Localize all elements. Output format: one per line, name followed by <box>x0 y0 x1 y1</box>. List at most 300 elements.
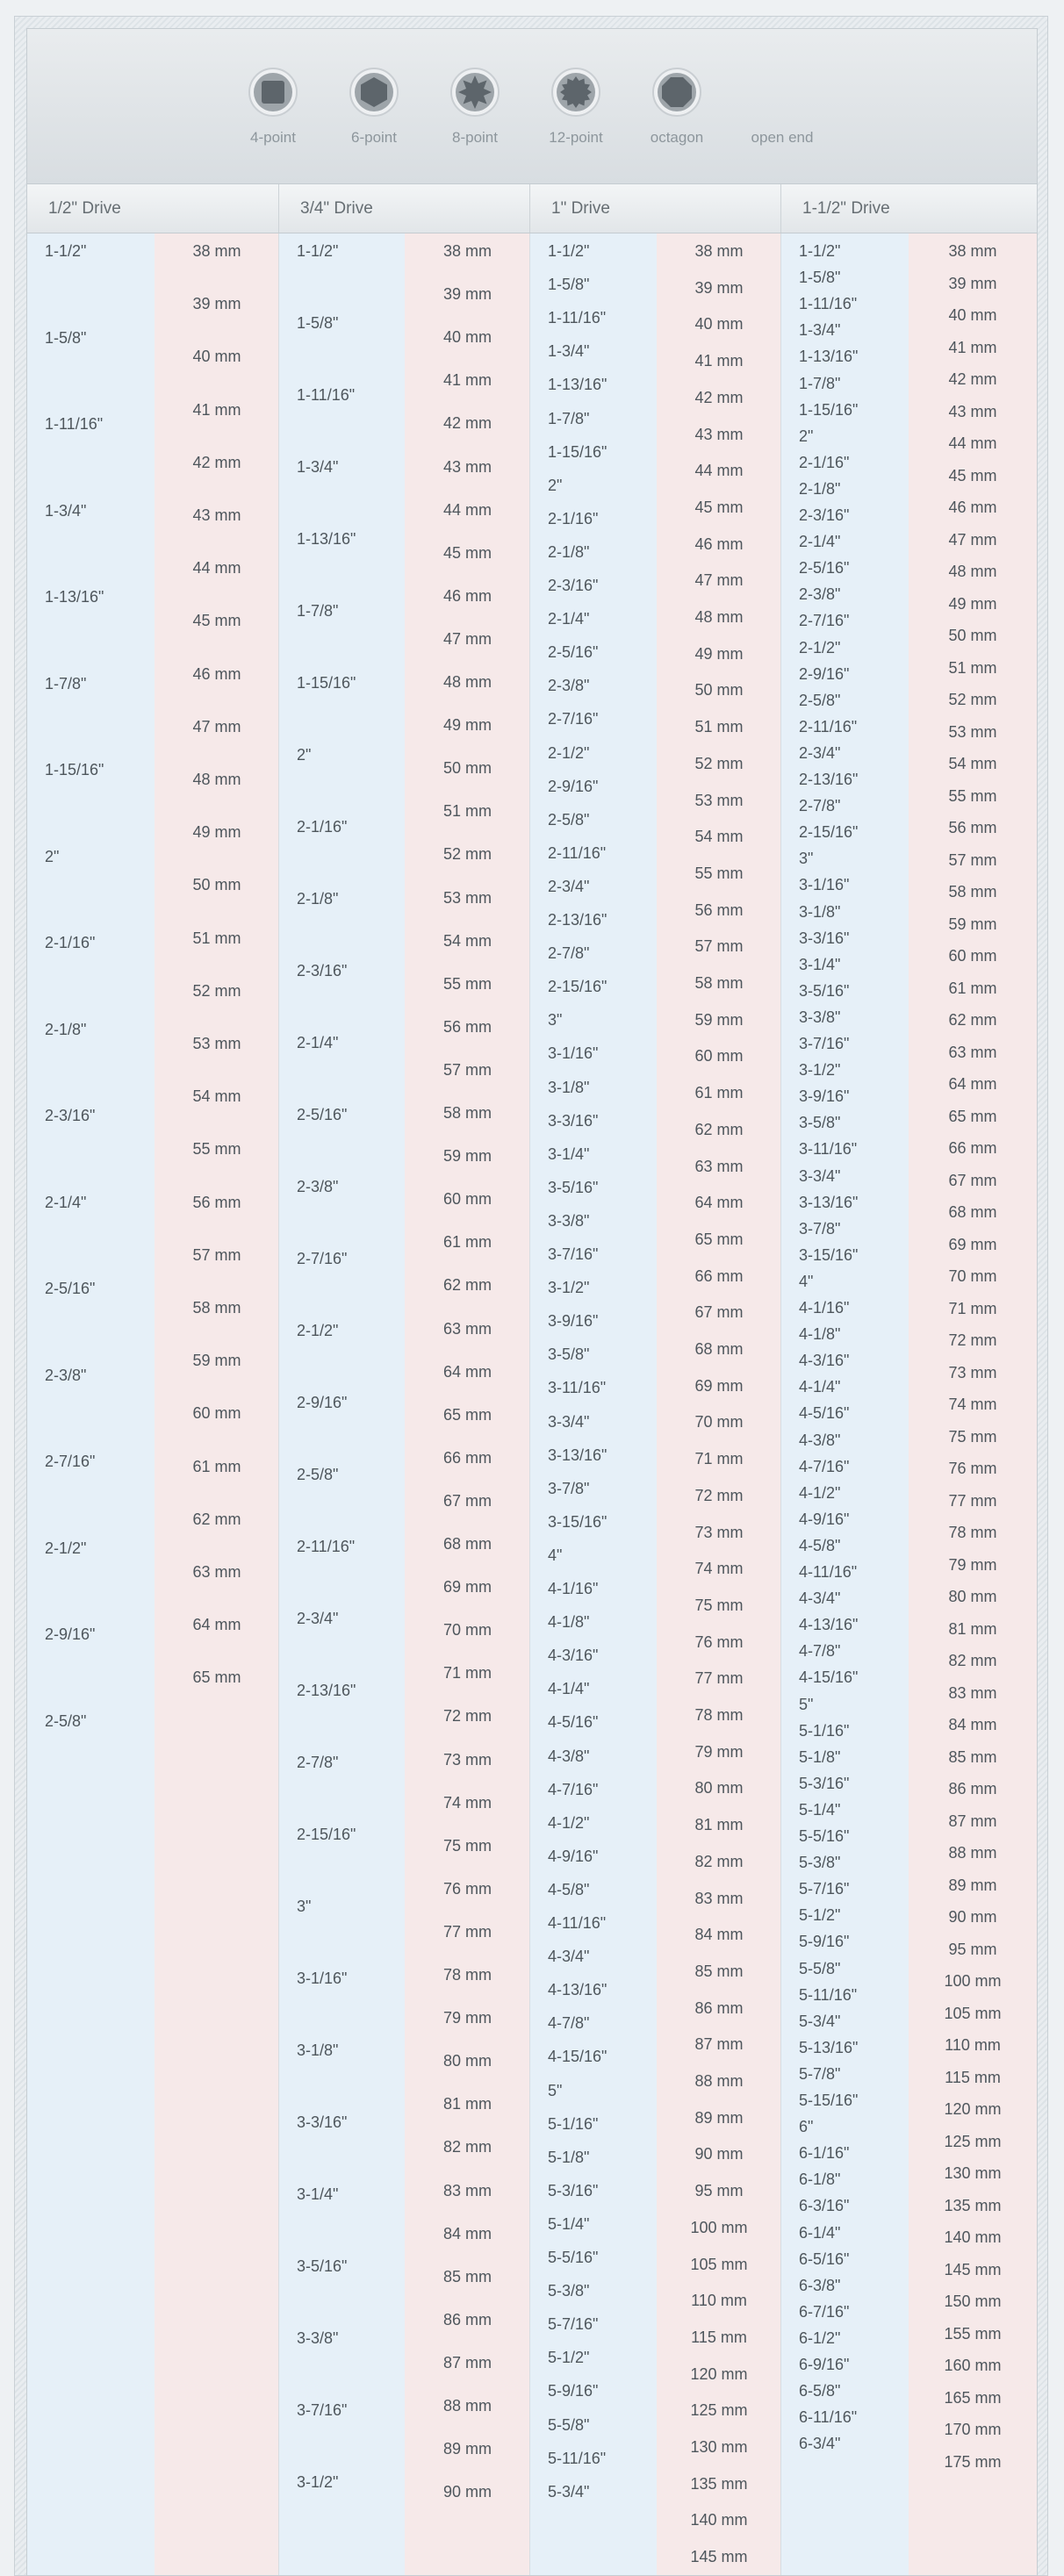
inch-size-cell: 2" <box>548 476 563 494</box>
inch-size-cell: 3-1/8" <box>799 902 841 921</box>
mm-size-cell: 62 mm <box>694 1120 744 1138</box>
mm-size-cell: 87 mm <box>948 1812 997 1830</box>
mm-size-cell: 89 mm <box>442 2440 492 2458</box>
inch-size-cell: 2-3/4" <box>799 743 841 762</box>
mm-size-cell: 63 mm <box>948 1043 997 1061</box>
mm-size-cell: 86 mm <box>948 1780 997 1797</box>
hexagon-socket-icon <box>348 66 400 118</box>
inch-size-cell: 5-3/16" <box>799 1774 850 1792</box>
mm-size-cell: 42 mm <box>948 370 997 388</box>
mm-size-cell: 70 mm <box>694 1413 744 1432</box>
mm-size-cell: 71 mm <box>948 1299 997 1317</box>
mm-size-cell: 56 mm <box>192 1193 241 1211</box>
mm-size-cell: 115 mm <box>691 2328 747 2346</box>
inch-size-cell: 2-1/2" <box>799 638 841 657</box>
mm-size-cell: 51 mm <box>442 802 492 821</box>
mm-size-cell: 73 mm <box>442 1750 492 1769</box>
mm-size-cell: 41 mm <box>192 400 241 419</box>
inch-size-cell: 1-11/16" <box>799 295 858 313</box>
mm-size-cell: 165 mm <box>944 2388 1002 2407</box>
mm-size-cell: 57 mm <box>948 850 997 869</box>
inch-size-cell: 4-1/16" <box>548 1580 599 1597</box>
inch-size-cell: 5-3/8" <box>548 2282 590 2300</box>
inch-size-cell: 4-15/16" <box>548 2048 607 2066</box>
drive-title-3-4: 3/4" Drive <box>279 184 530 233</box>
drive-1-2-mm-column <box>155 233 279 2576</box>
inch-size-cell: 3-5/8" <box>799 1114 841 1132</box>
inch-size-cell: 3-7/16" <box>799 1035 850 1052</box>
mm-size-cell: 55 mm <box>948 786 997 805</box>
inch-size-cell: 6-1/8" <box>799 2171 841 2189</box>
mm-size-cell: 145 mm <box>690 2548 748 2566</box>
mm-size-cell: 47 mm <box>192 717 241 735</box>
mm-size-cell: 155 mm <box>944 2324 1002 2343</box>
mm-size-cell: 74 mm <box>948 1396 997 1413</box>
inch-size-cell: 5-3/4" <box>799 2012 841 2030</box>
inch-size-cell: 4-13/16" <box>799 1616 859 1634</box>
mm-size-cell: 72 mm <box>948 1331 997 1349</box>
inch-size-cell: 2-1/4" <box>548 610 590 628</box>
inch-size-cell: 4-1/16" <box>799 1299 850 1317</box>
inch-size-cell: 5-1/2" <box>548 2349 590 2367</box>
inch-size-cell: 1-1/2" <box>548 242 590 260</box>
inch-size-cell: 3-9/16" <box>548 1312 599 1331</box>
mm-size-cell: 71 mm <box>442 1664 492 1683</box>
inch-size-cell: 1-1/2" <box>799 242 841 260</box>
inch-size-cell: 2-1/2" <box>548 743 590 762</box>
inch-size-cell: 3-13/16" <box>548 1446 607 1464</box>
inch-size-cell: 1-13/16" <box>45 588 104 606</box>
inch-size-cell: 6-3/16" <box>799 2197 850 2215</box>
mm-size-cell: 84 mm <box>694 1926 744 1944</box>
inch-size-cell: 3" <box>799 850 814 868</box>
inch-size-cell: 1-7/8" <box>297 602 339 620</box>
inch-size-cell: 2-3/16" <box>548 577 599 594</box>
inch-size-cell: 5-3/8" <box>799 1854 841 1872</box>
mm-size-cell: 95 mm <box>694 2182 744 2200</box>
inch-size-cell: 3-1/2" <box>297 2473 339 2491</box>
inch-size-cell: 2-5/16" <box>45 1280 96 1297</box>
mm-size-cell: 76 mm <box>442 1879 492 1898</box>
inch-size-cell: 4-1/4" <box>799 1378 841 1396</box>
mm-size-cell: 56 mm <box>442 1017 492 1036</box>
inch-size-cell: 1-11/16" <box>45 415 104 433</box>
inch-size-cell: 2-5/16" <box>297 1106 348 1123</box>
mm-size-cell: 40 mm <box>192 348 241 366</box>
mm-size-cell: 140 mm <box>944 2228 1002 2246</box>
mm-size-cell: 85 mm <box>694 1962 744 1980</box>
mm-size-cell: 42 mm <box>192 453 241 471</box>
mm-size-cell: 59 mm <box>192 1352 241 1370</box>
inch-size-cell: 1-1/2" <box>297 242 339 260</box>
inch-size-cell: 2" <box>45 847 60 865</box>
mm-size-cell: 68 mm <box>442 1535 492 1553</box>
inch-size-cell: 1-5/8" <box>297 314 339 332</box>
mm-size-cell: 100 mm <box>690 2218 748 2236</box>
inch-size-cell: 3-5/16" <box>297 2257 348 2275</box>
mm-size-cell: 72 mm <box>442 1707 492 1726</box>
mm-size-cell: 47 mm <box>694 571 744 590</box>
mm-size-cell: 72 mm <box>694 1486 744 1504</box>
mm-size-cell: 88 mm <box>694 2072 744 2090</box>
inch-size-cell: 2-7/16" <box>548 710 599 728</box>
inch-size-cell: 5-1/8" <box>548 2148 590 2166</box>
inch-size-cell: 3" <box>548 1011 563 1030</box>
inch-size-cell: 2-1/2" <box>45 1539 87 1557</box>
filter-12-point[interactable] <box>528 66 624 147</box>
mm-size-cell: 43 mm <box>442 457 492 476</box>
mm-size-cell: 38 mm <box>694 242 744 260</box>
filter-octagon[interactable] <box>629 66 725 147</box>
mm-size-cell: 62 mm <box>442 1276 492 1295</box>
filter-open-end[interactable] <box>734 129 830 147</box>
mm-size-cell: 48 mm <box>192 771 241 788</box>
column-divider <box>780 233 781 2576</box>
mm-size-cell: 89 mm <box>694 2108 744 2127</box>
drive-3-4-inch-column <box>279 233 405 2576</box>
inch-size-cell: 2" <box>799 427 814 445</box>
mm-size-cell: 48 mm <box>948 563 997 580</box>
mm-size-cell: 59 mm <box>694 1010 744 1029</box>
inch-size-cell: 3" <box>297 1898 312 1915</box>
mm-size-cell: 67 mm <box>694 1303 744 1322</box>
inch-size-cell: 3-1/8" <box>548 1078 590 1096</box>
mm-size-cell: 44 mm <box>192 559 241 578</box>
mm-size-cell: 49 mm <box>192 823 241 842</box>
drive-title-1-2: 1/2" Drive <box>27 184 279 233</box>
drive-3-4-mm-column <box>405 233 530 2576</box>
inch-size-cell: 4-1/4" <box>548 1680 590 1698</box>
mm-size-cell: 62 mm <box>192 1510 241 1528</box>
mm-size-cell: 90 mm <box>948 1908 997 1926</box>
mm-size-cell: 86 mm <box>442 2310 492 2328</box>
inch-size-cell: 3-11/16" <box>799 1140 858 1159</box>
filter-6-point[interactable] <box>326 66 422 147</box>
mm-size-cell: 41 mm <box>948 338 997 356</box>
square-socket-icon <box>247 66 299 118</box>
mm-size-cell: 81 mm <box>694 1816 744 1834</box>
mm-size-cell: 60 mm <box>948 947 997 965</box>
inch-size-cell: 3-1/2" <box>548 1279 590 1297</box>
mm-size-cell: 82 mm <box>442 2138 492 2156</box>
mm-size-cell: 63 mm <box>192 1563 241 1581</box>
mm-size-cell: 46 mm <box>442 586 492 605</box>
inch-size-cell: 4" <box>548 1546 563 1564</box>
inch-size-cell: 1-3/4" <box>297 458 339 476</box>
inch-size-cell: 5" <box>799 1695 814 1713</box>
inch-size-cell: 3-1/16" <box>799 876 850 894</box>
inch-size-cell: 3-3/16" <box>548 1111 599 1130</box>
mm-size-cell: 135 mm <box>944 2196 1002 2214</box>
inch-size-cell: 3-3/8" <box>799 1008 841 1026</box>
socket-chart-panel <box>26 28 1038 2576</box>
inch-size-cell: 6-1/16" <box>799 2144 850 2163</box>
mm-size-cell: 45 mm <box>442 543 492 562</box>
mm-size-cell: 39 mm <box>192 295 241 313</box>
mm-size-cell: 53 mm <box>442 888 492 907</box>
mm-size-cell: 40 mm <box>442 328 492 347</box>
inch-size-cell: 2-1/2" <box>297 1322 339 1339</box>
mm-size-cell: 80 mm <box>948 1588 997 1605</box>
mm-size-cell: 120 mm <box>690 2364 748 2383</box>
inch-size-cell: 3-1/4" <box>799 955 841 973</box>
mm-size-cell: 45 mm <box>694 498 744 516</box>
inch-size-cell: 4" <box>799 1272 814 1290</box>
inch-size-cell: 3-15/16" <box>799 1245 859 1264</box>
inch-size-cell: 5-3/16" <box>548 2181 599 2199</box>
inch-size-cell: 4-11/16" <box>548 1914 607 1932</box>
mm-size-cell: 49 mm <box>442 716 492 735</box>
inch-size-cell: 1-3/4" <box>799 321 841 340</box>
mm-size-cell: 55 mm <box>192 1140 241 1159</box>
inch-size-cell: 2-5/16" <box>799 559 850 578</box>
mm-size-cell: 53 mm <box>694 791 744 809</box>
inch-size-cell: 6-7/16" <box>799 2302 850 2321</box>
drive-title-1: 1" Drive <box>530 184 781 233</box>
inch-size-cell: 1-15/16" <box>548 442 607 461</box>
mm-size-cell: 52 mm <box>948 691 997 708</box>
mm-size-cell: 68 mm <box>948 1203 997 1221</box>
inch-size-cell: 2-9/16" <box>799 664 850 683</box>
mm-size-cell: 69 mm <box>694 1376 744 1395</box>
inch-size-cell: 4-11/16" <box>799 1563 858 1581</box>
inch-size-cell: 2-5/8" <box>297 1466 339 1483</box>
inch-size-cell: 2-1/16" <box>799 453 850 471</box>
inch-size-cell: 2-1/8" <box>45 1020 87 1038</box>
drive-header-row <box>27 184 1037 233</box>
inch-size-cell: 2-5/8" <box>548 810 590 829</box>
mm-size-cell: 84 mm <box>442 2224 492 2242</box>
inch-size-cell: 1-15/16" <box>45 761 104 779</box>
inch-size-cell: 5-1/8" <box>799 1747 841 1766</box>
mm-size-cell: 73 mm <box>948 1363 997 1381</box>
mm-size-cell: 62 mm <box>948 1011 997 1029</box>
mm-size-cell: 82 mm <box>694 1852 744 1870</box>
inch-size-cell: 5-1/4" <box>799 1800 841 1819</box>
mm-size-cell: 120 mm <box>944 2100 1002 2118</box>
mm-size-cell: 74 mm <box>694 1560 744 1578</box>
mm-size-cell: 60 mm <box>192 1404 241 1423</box>
mm-size-cell: 64 mm <box>694 1194 744 1212</box>
mm-size-cell: 60 mm <box>694 1047 744 1066</box>
mm-size-cell: 77 mm <box>694 1669 744 1688</box>
mm-size-cell: 64 mm <box>948 1075 997 1093</box>
mm-size-cell: 51 mm <box>948 658 997 677</box>
inch-size-cell: 1-15/16" <box>799 400 859 419</box>
inch-size-cell: 1-13/16" <box>799 348 859 366</box>
inch-size-cell: 2-3/8" <box>799 585 841 604</box>
filter-4-point[interactable] <box>225 66 321 147</box>
inch-size-cell: 1-13/16" <box>548 376 607 394</box>
inch-size-cell: 5-11/16" <box>799 1985 858 2004</box>
mm-size-cell: 88 mm <box>442 2397 492 2415</box>
inch-size-cell: 4-1/2" <box>799 1483 841 1502</box>
column-divider <box>529 233 530 2576</box>
mm-size-cell: 41 mm <box>694 352 744 370</box>
mm-size-cell: 64 mm <box>442 1362 492 1381</box>
inch-size-cell: 2-15/16" <box>548 978 607 996</box>
inch-size-cell: 2-5/8" <box>799 691 841 709</box>
inch-size-cell: 2" <box>297 746 312 764</box>
mm-size-cell: 39 mm <box>694 278 744 297</box>
mm-size-cell: 130 mm <box>690 2438 748 2456</box>
mm-size-cell: 50 mm <box>694 681 744 700</box>
mm-size-cell: 63 mm <box>694 1157 744 1175</box>
inch-size-cell: 2-11/16" <box>297 1538 356 1555</box>
mm-size-cell: 46 mm <box>948 499 997 516</box>
inch-size-cell: 1-11/16" <box>548 309 607 327</box>
mm-size-cell: 79 mm <box>948 1555 997 1574</box>
mm-size-cell: 74 mm <box>442 1793 492 1812</box>
inch-size-cell: 2-1/16" <box>45 934 96 951</box>
inch-size-cell: 3-3/4" <box>799 1166 841 1185</box>
inch-size-cell: 5-1/4" <box>548 2214 590 2233</box>
inch-size-cell: 6-1/2" <box>799 2328 841 2347</box>
mm-size-cell: 54 mm <box>192 1087 241 1106</box>
inch-size-cell: 4-1/8" <box>548 1613 590 1632</box>
inch-size-cell: 6-3/4" <box>799 2435 841 2453</box>
inch-size-cell: 4-5/8" <box>799 1536 841 1554</box>
inch-size-cell: 2-3/16" <box>297 962 348 979</box>
mm-size-cell: 82 mm <box>948 1652 997 1669</box>
inch-size-cell: 2-1/4" <box>799 533 841 551</box>
inch-size-cell: 2-15/16" <box>297 1826 356 1843</box>
mm-size-cell: 87 mm <box>442 2353 492 2371</box>
inch-size-cell: 6-5/8" <box>799 2382 841 2400</box>
inch-size-cell: 4-15/16" <box>799 1668 859 1687</box>
filter-label: 4-point <box>250 129 296 146</box>
mm-size-cell: 73 mm <box>694 1523 744 1541</box>
inch-size-cell: 5-3/4" <box>548 2482 590 2501</box>
mm-size-cell: 125 mm <box>690 2401 748 2420</box>
mm-size-cell: 58 mm <box>192 1299 241 1317</box>
inch-size-cell: 3-11/16" <box>548 1379 607 1397</box>
inch-size-cell: 6-3/8" <box>799 2276 841 2294</box>
mm-size-cell: 67 mm <box>442 1491 492 1510</box>
inch-size-cell: 3-1/16" <box>297 1970 348 1987</box>
inch-size-cell: 5-7/16" <box>799 1880 850 1898</box>
mm-size-cell: 44 mm <box>948 434 997 452</box>
inch-size-cell: 2-9/16" <box>45 1625 96 1643</box>
inch-size-cell: 2-3/16" <box>799 506 850 524</box>
inch-size-cell: 4-7/8" <box>548 2014 590 2033</box>
mm-size-cell: 83 mm <box>442 2181 492 2199</box>
inch-size-cell: 4-13/16" <box>548 1981 607 1999</box>
inch-size-cell: 1-7/8" <box>548 409 590 427</box>
mm-size-cell: 51 mm <box>694 718 744 736</box>
mm-size-cell: 55 mm <box>694 864 744 882</box>
mm-size-cell: 43 mm <box>948 402 997 420</box>
inch-size-cell: 3-5/8" <box>548 1345 590 1364</box>
inch-size-cell: 2-3/8" <box>297 1178 339 1195</box>
mm-size-cell: 80 mm <box>442 2052 492 2070</box>
mm-size-cell: 170 mm <box>944 2421 1002 2438</box>
inch-size-cell: 4-9/16" <box>799 1510 850 1528</box>
mm-size-cell: 160 mm <box>944 2357 1002 2374</box>
mm-size-cell: 50 mm <box>192 876 241 894</box>
inch-size-cell: 2-15/16" <box>799 823 859 842</box>
filter-label: 6-point <box>351 129 397 146</box>
mm-size-cell: 52 mm <box>694 754 744 772</box>
inch-size-cell: 2-3/16" <box>45 1107 96 1124</box>
mm-size-cell: 59 mm <box>948 915 997 933</box>
inch-size-cell: 2-9/16" <box>548 777 599 795</box>
inch-size-cell: 5-7/8" <box>799 2064 841 2083</box>
inch-size-cell: 4-7/16" <box>799 1457 850 1475</box>
mm-size-cell: 47 mm <box>948 530 997 549</box>
inch-size-cell: 5-1/16" <box>799 1721 850 1740</box>
inch-size-cell: 1-15/16" <box>297 674 356 692</box>
mm-size-cell: 110 mm <box>691 2292 747 2310</box>
mm-size-cell: 81 mm <box>948 1619 997 1638</box>
mm-size-cell: 64 mm <box>192 1616 241 1634</box>
filter-8-point[interactable] <box>427 66 523 147</box>
inch-size-cell: 3-5/16" <box>548 1178 599 1196</box>
mm-size-cell: 57 mm <box>442 1060 492 1079</box>
mm-size-cell: 78 mm <box>442 1966 492 1984</box>
filter-label: 12-point <box>549 129 603 146</box>
inch-size-cell: 4-3/4" <box>799 1589 841 1608</box>
inch-size-cell: 3-3/16" <box>297 2113 348 2131</box>
inch-size-cell: 2-7/16" <box>799 612 850 630</box>
inch-size-cell: 3-1/2" <box>799 1061 841 1080</box>
mm-size-cell: 56 mm <box>694 901 744 919</box>
mm-size-cell: 88 mm <box>948 1844 997 1862</box>
mm-size-cell: 58 mm <box>442 1104 492 1122</box>
inch-size-cell: 2-11/16" <box>548 843 607 862</box>
inch-size-cell: 3-13/16" <box>799 1193 859 1211</box>
mm-size-cell: 140 mm <box>690 2511 748 2529</box>
mm-size-cell: 78 mm <box>948 1524 997 1541</box>
drive-1-2-inch-column <box>27 233 155 2576</box>
inch-size-cell: 2-7/16" <box>45 1453 96 1470</box>
inch-size-cell: 2-1/8" <box>799 479 841 498</box>
mm-size-cell: 52 mm <box>192 981 241 1000</box>
mm-size-cell: 65 mm <box>442 1405 492 1424</box>
mm-size-cell: 61 mm <box>694 1084 744 1102</box>
inch-size-cell: 3-1/4" <box>297 2185 339 2203</box>
inch-size-cell: 1-7/8" <box>45 674 87 692</box>
inch-size-cell: 4-1/2" <box>548 1813 590 1832</box>
mm-size-cell: 95 mm <box>948 1940 997 1958</box>
inch-size-cell: 5-5/16" <box>548 2249 599 2266</box>
inch-size-cell: 3-7/16" <box>297 2401 348 2419</box>
mm-size-cell: 83 mm <box>948 1683 997 1702</box>
inch-size-cell: 1-5/8" <box>799 269 841 287</box>
filter-label: octagon <box>650 129 704 146</box>
mm-size-cell: 40 mm <box>694 315 744 334</box>
inch-size-cell: 3-9/16" <box>799 1087 850 1106</box>
inch-size-cell: 5-5/8" <box>548 2415 590 2434</box>
eight-point-socket-icon <box>449 66 501 118</box>
inch-size-cell: 2-1/8" <box>297 890 339 908</box>
mm-size-cell: 50 mm <box>948 627 997 644</box>
inch-size-cell: 4-5/16" <box>799 1404 850 1423</box>
mm-size-cell: 49 mm <box>948 594 997 613</box>
inch-size-cell: 3-5/16" <box>799 981 850 1000</box>
inch-size-cell: 2-11/16" <box>799 717 858 735</box>
inch-size-cell: 4-3/16" <box>548 1647 599 1665</box>
mm-size-cell: 150 mm <box>944 2293 1002 2310</box>
mm-size-cell: 56 mm <box>948 819 997 836</box>
inch-size-cell: 4-1/8" <box>799 1325 841 1344</box>
mm-size-cell: 45 mm <box>948 466 997 484</box>
mm-size-cell: 105 mm <box>944 2004 1002 2022</box>
mm-size-cell: 41 mm <box>442 371 492 390</box>
mm-size-cell: 79 mm <box>442 2009 492 2027</box>
inch-size-cell: 4-9/16" <box>548 1847 599 1865</box>
inch-size-cell: 2-7/16" <box>297 1250 348 1267</box>
